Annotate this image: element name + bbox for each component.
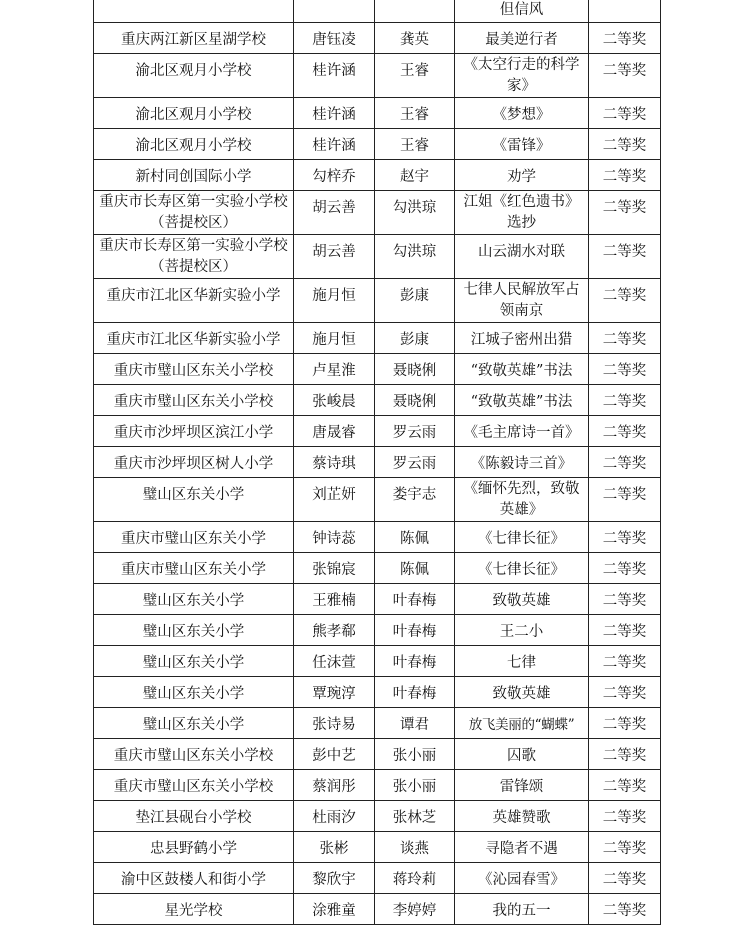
table-row: [94, 478, 661, 522]
award-cell: 二等奖: [589, 522, 661, 553]
table-row: [94, 708, 661, 739]
school-cell: 垫江县砚台小学校: [94, 801, 294, 832]
title-cell: 七律人民解放军占领南京: [455, 279, 589, 323]
title-cell: 最美逆行者: [455, 23, 589, 54]
school-cell: 重庆市沙坪坝区树人小学: [94, 447, 294, 478]
student-cell: 施月恒: [294, 279, 375, 323]
title-cell: 劝学: [455, 160, 589, 191]
student-cell: 任沫萱: [294, 646, 375, 677]
table-row: [94, 416, 661, 447]
teacher-cell: 叶春梅: [375, 677, 455, 708]
school-cell: 重庆市长寿区第一实验小学校（菩提校区）: [94, 191, 294, 235]
teacher-cell: 彭康: [375, 279, 455, 323]
title-cell: 但信风: [455, 0, 589, 23]
teacher-cell: 叶春梅: [375, 584, 455, 615]
title-cell: 放飞美丽的“蝴蝶”: [455, 708, 589, 739]
award-cell: 二等奖: [589, 160, 661, 191]
teacher-cell: 张小丽: [375, 770, 455, 801]
student-cell: 勾梓乔: [294, 160, 375, 191]
award-cell: 二等奖: [589, 894, 661, 925]
title-cell: 《雷锋》: [455, 129, 589, 160]
title-cell: “致敬英雄”书法: [455, 385, 589, 416]
school-cell: 重庆市江北区华新实验小学: [94, 323, 294, 354]
title-cell: 致敬英雄: [455, 677, 589, 708]
table-row: [94, 553, 661, 584]
award-cell: 二等奖: [589, 447, 661, 478]
award-cell: 二等奖: [589, 323, 661, 354]
table-row: [94, 770, 661, 801]
title-cell: 《梦想》: [455, 98, 589, 129]
title-cell: 囚歌: [455, 739, 589, 770]
title-cell: 江姐《红色遗书》选抄: [455, 191, 589, 235]
award-cell: 二等奖: [589, 23, 661, 54]
school-cell: 渝中区鼓楼人和街小学: [94, 863, 294, 894]
student-cell: 唐钰凌: [294, 23, 375, 54]
table-row: [94, 129, 661, 160]
student-cell: 蔡润彤: [294, 770, 375, 801]
award-cell: 二等奖: [589, 584, 661, 615]
school-cell: 重庆市璧山区东关小学: [94, 553, 294, 584]
student-cell: 张峻晨: [294, 385, 375, 416]
student-cell: 桂许涵: [294, 129, 375, 160]
table-row: [94, 0, 661, 23]
title-cell: 《沁园春雪》: [455, 863, 589, 894]
teacher-cell: 彭康: [375, 323, 455, 354]
student-cell: 唐晟睿: [294, 416, 375, 447]
teacher-cell: [375, 0, 455, 23]
teacher-cell: 谭君: [375, 708, 455, 739]
school-cell: 重庆两江新区星湖学校: [94, 23, 294, 54]
school-cell: 渝北区观月小学校: [94, 54, 294, 98]
table-row: [94, 522, 661, 553]
teacher-cell: 谈燕: [375, 832, 455, 863]
awards-table: [93, 0, 661, 925]
school-cell: 渝北区观月小学校: [94, 98, 294, 129]
teacher-cell: 叶春梅: [375, 646, 455, 677]
award-cell: [589, 0, 661, 23]
student-cell: 杜雨汐: [294, 801, 375, 832]
school-cell: 重庆市长寿区第一实验小学校（菩提校区）: [94, 235, 294, 279]
school-cell: 重庆市江北区华新实验小学: [94, 279, 294, 323]
title-cell: “致敬英雄”书法: [455, 354, 589, 385]
title-cell: 我的五一: [455, 894, 589, 925]
student-cell: 彭中艺: [294, 739, 375, 770]
award-cell: 二等奖: [589, 478, 661, 522]
table-row: [94, 98, 661, 129]
school-cell: 重庆市璧山区东关小学校: [94, 770, 294, 801]
school-cell: 璧山区东关小学: [94, 646, 294, 677]
table-row: [94, 863, 661, 894]
award-cell: 二等奖: [589, 235, 661, 279]
student-cell: [294, 0, 375, 23]
title-cell: 《毛主席诗一首》: [455, 416, 589, 447]
table-row: [94, 584, 661, 615]
teacher-cell: 李婷婷: [375, 894, 455, 925]
award-cell: 二等奖: [589, 646, 661, 677]
table-row: [94, 235, 661, 279]
table-row: [94, 354, 661, 385]
teacher-cell: 王睿: [375, 98, 455, 129]
award-cell: 二等奖: [589, 553, 661, 584]
teacher-cell: 勾洪琼: [375, 235, 455, 279]
table-row: [94, 832, 661, 863]
school-cell: 重庆市璧山区东关小学校: [94, 385, 294, 416]
title-cell: 七律: [455, 646, 589, 677]
award-cell: 二等奖: [589, 191, 661, 235]
teacher-cell: 娄宇志: [375, 478, 455, 522]
school-cell: 璧山区东关小学: [94, 584, 294, 615]
award-cell: 二等奖: [589, 677, 661, 708]
student-cell: 熊孝郗: [294, 615, 375, 646]
student-cell: 桂许涵: [294, 98, 375, 129]
table-row: [94, 54, 661, 98]
title-cell: 致敬英雄: [455, 584, 589, 615]
awards-table-body: [94, 0, 661, 925]
title-cell: 《七律长征》: [455, 553, 589, 584]
table-row: [94, 23, 661, 54]
school-cell: 重庆市沙坪坝区滨江小学: [94, 416, 294, 447]
teacher-cell: 勾洪琼: [375, 191, 455, 235]
table-row: [94, 385, 661, 416]
school-cell: 新村同创国际小学: [94, 160, 294, 191]
table-row: [94, 615, 661, 646]
award-cell: 二等奖: [589, 416, 661, 447]
school-cell: 忠县野鹤小学: [94, 832, 294, 863]
teacher-cell: 蒋玲莉: [375, 863, 455, 894]
table-row: [94, 801, 661, 832]
school-cell: 璧山区东关小学: [94, 478, 294, 522]
award-cell: 二等奖: [589, 832, 661, 863]
award-cell: 二等奖: [589, 54, 661, 98]
title-cell: 英雄赞歌: [455, 801, 589, 832]
teacher-cell: 陈佩: [375, 553, 455, 584]
student-cell: 王雅楠: [294, 584, 375, 615]
school-cell: 重庆市璧山区东关小学校: [94, 739, 294, 770]
table-row: [94, 739, 661, 770]
student-cell: 覃琬淳: [294, 677, 375, 708]
student-cell: 黎欣宇: [294, 863, 375, 894]
student-cell: 钟诗蕊: [294, 522, 375, 553]
title-cell: 寻隐者不遇: [455, 832, 589, 863]
school-cell: 渝北区观月小学校: [94, 129, 294, 160]
title-cell: 江城子密州出猎: [455, 323, 589, 354]
school-cell: 璧山区东关小学: [94, 677, 294, 708]
student-cell: 蔡诗琪: [294, 447, 375, 478]
title-cell: 山云湖水对联: [455, 235, 589, 279]
table-row: [94, 160, 661, 191]
student-cell: 张诗易: [294, 708, 375, 739]
table-row: [94, 447, 661, 478]
student-cell: 桂许涵: [294, 54, 375, 98]
school-cell: 重庆市璧山区东关小学校: [94, 354, 294, 385]
title-cell: 《缅怀先烈，致敬英雄》: [455, 478, 589, 522]
teacher-cell: 赵宇: [375, 160, 455, 191]
student-cell: 胡云善: [294, 191, 375, 235]
table-row: [94, 191, 661, 235]
teacher-cell: 聂晓俐: [375, 354, 455, 385]
award-cell: 二等奖: [589, 385, 661, 416]
teacher-cell: 王睿: [375, 129, 455, 160]
student-cell: 涂雅童: [294, 894, 375, 925]
teacher-cell: 王睿: [375, 54, 455, 98]
table-row: [94, 894, 661, 925]
teacher-cell: 聂晓俐: [375, 385, 455, 416]
student-cell: 施月恒: [294, 323, 375, 354]
award-cell: 二等奖: [589, 615, 661, 646]
title-cell: 《太空行走的科学家》: [455, 54, 589, 98]
award-cell: 二等奖: [589, 98, 661, 129]
title-cell: 《陈毅诗三首》: [455, 447, 589, 478]
award-cell: 二等奖: [589, 279, 661, 323]
student-cell: 刘芷妍: [294, 478, 375, 522]
school-cell: 璧山区东关小学: [94, 708, 294, 739]
teacher-cell: 罗云雨: [375, 447, 455, 478]
teacher-cell: 张小丽: [375, 739, 455, 770]
student-cell: 张锦宸: [294, 553, 375, 584]
school-cell: 星光学校: [94, 894, 294, 925]
teacher-cell: 龚英: [375, 23, 455, 54]
student-cell: 张彬: [294, 832, 375, 863]
table-row: [94, 677, 661, 708]
title-cell: 雷锋颂: [455, 770, 589, 801]
teacher-cell: 罗云雨: [375, 416, 455, 447]
award-cell: 二等奖: [589, 739, 661, 770]
school-cell: 重庆市璧山区东关小学: [94, 522, 294, 553]
teacher-cell: 张林芝: [375, 801, 455, 832]
award-cell: 二等奖: [589, 708, 661, 739]
award-cell: 二等奖: [589, 354, 661, 385]
teacher-cell: 陈佩: [375, 522, 455, 553]
award-cell: 二等奖: [589, 863, 661, 894]
school-cell: [94, 0, 294, 23]
award-cell: 二等奖: [589, 770, 661, 801]
title-cell: 《七律长征》: [455, 522, 589, 553]
title-cell: 王二小: [455, 615, 589, 646]
table-row: [94, 323, 661, 354]
table-row: [94, 279, 661, 323]
award-cell: 二等奖: [589, 129, 661, 160]
student-cell: 胡云善: [294, 235, 375, 279]
teacher-cell: 叶春梅: [375, 615, 455, 646]
award-cell: 二等奖: [589, 801, 661, 832]
table-row: [94, 646, 661, 677]
school-cell: 璧山区东关小学: [94, 615, 294, 646]
student-cell: 卢星淮: [294, 354, 375, 385]
